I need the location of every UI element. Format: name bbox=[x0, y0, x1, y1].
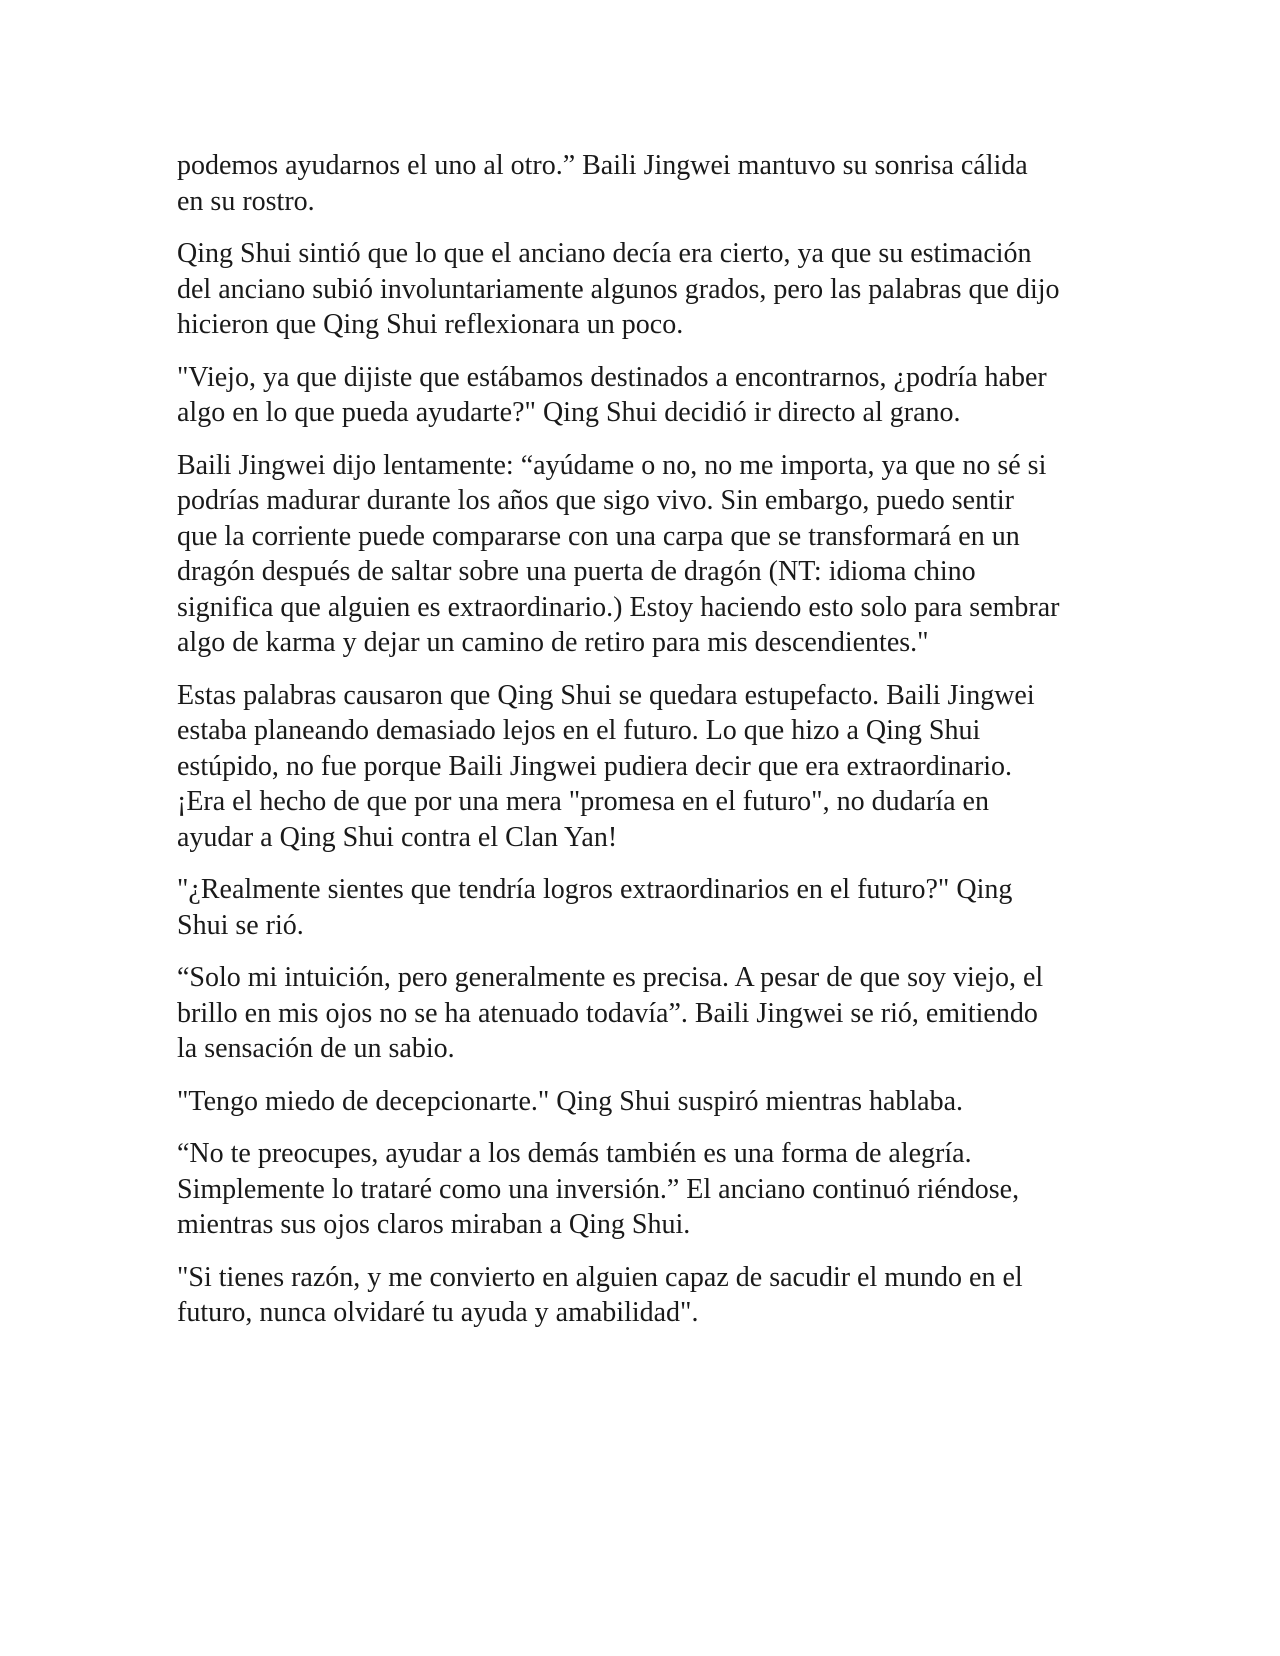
text-line: "Tengo miedo de decepcionarte." Qing Shui suspiró mientras hablaba. bbox=[177, 1085, 964, 1117]
text-line: en su rostro. bbox=[177, 185, 315, 217]
text-line: algo de karma y dejar un camino de retiro para mis descendientes." bbox=[177, 627, 929, 658]
paragraph-8 bbox=[177, 1084, 1107, 1120]
text-line: podrías madurar durante los años que sigo vivo. Sin embargo, puedo sentir bbox=[177, 485, 1014, 516]
text-line: ¡Era el hecho de que por una mera "promesa en el futuro", no dudaría en bbox=[177, 786, 989, 817]
text-line: significa que alguien es extraordinario.) Estoy haciendo esto solo para sembrar bbox=[177, 591, 1060, 623]
text-line: dragón después de saltar sobre una puerta de dragón (NT: idioma chino bbox=[177, 556, 976, 587]
paragraph-3 bbox=[177, 360, 1107, 431]
text-line: estaba planeando demasiado lejos en el futuro. Lo que hizo a Qing Shui bbox=[177, 715, 981, 746]
text-line: algo en lo que pueda ayudarte?" Qing Shui decidió ir directo al grano. bbox=[177, 397, 961, 428]
text-line: "Viejo, ya que dijiste que estábamos destinados a encontrarnos, ¿podría haber bbox=[177, 361, 1047, 393]
paragraph-6 bbox=[177, 872, 1107, 943]
text-line: "¿Realmente sientes que tendría logros extraordinarios en el futuro?" Qing bbox=[177, 874, 1013, 905]
text-line: que la corriente puede compararse con una carpa que se transformará en un bbox=[177, 520, 1020, 552]
text-line: Shui se rió. bbox=[177, 909, 304, 941]
paragraph-2 bbox=[177, 236, 1107, 343]
text-line: Baili Jingwei dijo lentamente: “ayúdame o no, no me importa, ya que no sé si bbox=[177, 449, 1047, 481]
text-line: la sensación de un sabio. bbox=[177, 1033, 455, 1064]
paragraph-1 bbox=[177, 148, 1107, 219]
text-line: ayudar a Qing Shui contra el Clan Yan! bbox=[177, 821, 618, 853]
text-line: Qing Shui sintió que lo que el anciano decía era cierto, ya que su estimación bbox=[177, 238, 1032, 269]
text-line: Estas palabras causaron que Qing Shui se quedara estupefacto. Baili Jingwei bbox=[177, 679, 1035, 711]
text-line: "Si tienes razón, y me convierto en alguien capaz de sacudir el mundo en el bbox=[177, 1261, 1023, 1293]
text-line: hicieron que Qing Shui reflexionara un poco. bbox=[177, 309, 684, 340]
text-line: podemos ayudarnos el uno al otro.” Baili Jingwei mantuvo su sonrisa cálida bbox=[177, 150, 1028, 181]
text-line: brillo en mis ojos no se ha atenuado todavía”. Baili Jingwei se rió, emitiendo bbox=[177, 997, 1038, 1029]
paragraph-10 bbox=[177, 1260, 1107, 1331]
text-line: futuro, nunca olvidaré tu ayuda y amabilidad". bbox=[177, 1297, 699, 1328]
text-line: “No te preocupes, ayudar a los demás también es una forma de alegría. bbox=[177, 1138, 972, 1169]
paragraph-9 bbox=[177, 1136, 1107, 1243]
text-line: estúpido, no fue porque Baili Jingwei pudiera decir que era extraordinario. bbox=[177, 750, 1013, 782]
paragraph-5 bbox=[177, 678, 1107, 856]
document-page bbox=[177, 148, 1107, 1348]
text-line: “Solo mi intuición, pero generalmente es precisa. A pesar de que soy viejo, el bbox=[177, 962, 1044, 993]
paragraph-4 bbox=[177, 448, 1107, 661]
text-line: mientras sus ojos claros miraban a Qing Shui. bbox=[177, 1209, 691, 1240]
paragraph-7 bbox=[177, 960, 1107, 1067]
text-line: Simplemente lo trataré como una inversión.” El anciano continuó riéndose, bbox=[177, 1173, 1020, 1205]
text-line: del anciano subió involuntariamente algunos grados, pero las palabras que dijo bbox=[177, 273, 1060, 305]
